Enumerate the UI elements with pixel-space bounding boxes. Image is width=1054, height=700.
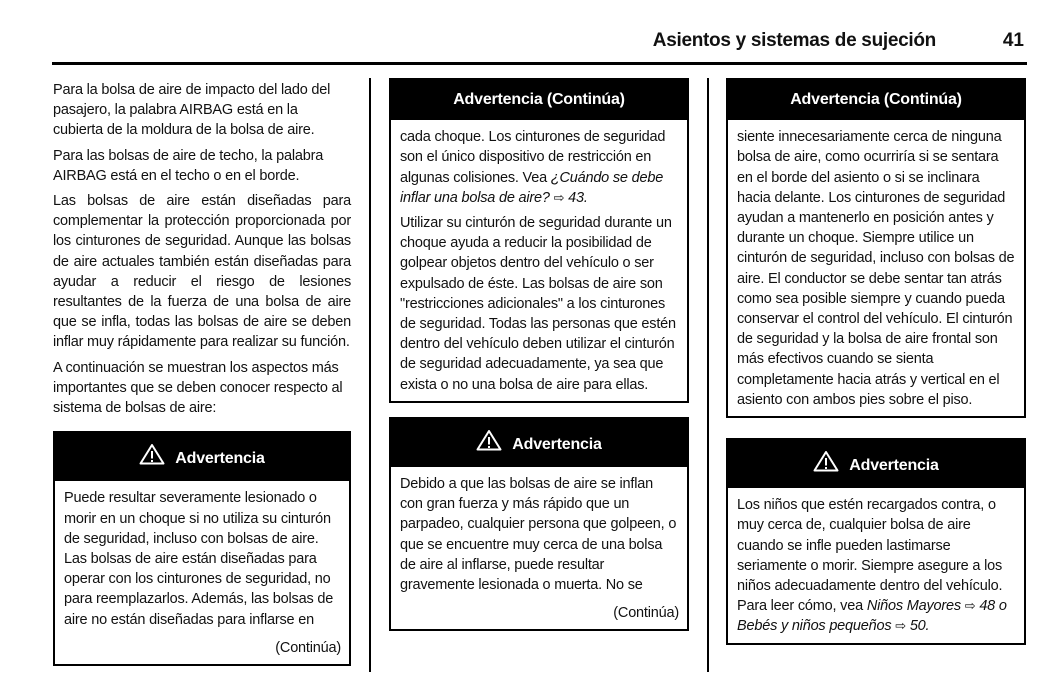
warning-continued-header: Advertencia (Continúa) xyxy=(728,80,1024,120)
continued-label: (Continúa) xyxy=(613,605,679,622)
continued-label: (Continúa) xyxy=(275,639,341,656)
page-reference-arrow-icon: ⇨ xyxy=(553,189,565,205)
warning-continued-body xyxy=(728,120,1024,416)
warning-text: Debido a que las bolsas de aire se inflan con gran fuerza y más rápido que un parpadeo, cualquier persona que golpeen, o que se encuentre muy cerca de una bolsa de aire al inflarse, puede resultar gravemente lesionada o muerta. No se xyxy=(400,476,677,594)
header-divider xyxy=(52,62,1027,65)
cross-reference-connector: o xyxy=(998,598,1007,615)
warning-text: Los niños que estén recargados contra, o muy cerca de, cualquier bolsa de aire cuando se infle pueden lastimarse seriamente o morir. Siempre asegure a los niños adecuadamente dentro del vehículo. Para leer cómo, vea Niños Mayores ⇨ 48 o Bebés y niños pequeños ⇨ 50. xyxy=(737,497,1007,635)
paragraph: Para la bolsa de aire de impacto del lado del pasajero, la palabra AIRBAG está en la cubierta de la moldura de la bolsa de aire. xyxy=(53,82,331,139)
warning-header xyxy=(391,419,687,467)
column-divider-1 xyxy=(369,78,371,672)
warning-continued-box xyxy=(389,78,689,403)
column-divider-2 xyxy=(707,78,709,672)
paragraph: Las bolsas de aire están diseñadas para complementar la protección proporcionada por los cinturones de seguridad. Aunque las bolsas de aire actuales también están diseñadas para ayudar a reducir el riesgo de lesiones resultantes de la fuerza de una bolsa de aire que se infla, todas las bolsas de aire se deben inflar muy rápidamente para realizar su función. xyxy=(53,193,351,351)
warning-continued-body xyxy=(391,120,687,401)
warning-continued-header: Advertencia (Continúa) xyxy=(391,80,687,120)
warning-body xyxy=(391,467,687,629)
cross-reference-page: 50 xyxy=(909,618,926,635)
warning-continued-box xyxy=(726,78,1026,418)
warning-box xyxy=(53,431,351,666)
warning-title: Advertencia xyxy=(512,435,602,453)
paragraph: Para las bolsas de aire de techo, la palabra AIRBAG está en el techo o en el borde. xyxy=(53,147,324,184)
warning-text: cada choque. Los cinturones de seguridad son el único dispositivo de restricción en algunas colisiones. Vea ¿Cuándo se debe inflar una bolsa de aire? ⇨ 43. xyxy=(400,129,666,206)
cross-reference-title: ¿Cuándo se debe inflar una bolsa de aire? xyxy=(400,169,664,206)
cross-reference-page: 43 xyxy=(568,189,584,206)
warning-box xyxy=(389,417,689,632)
warning-box xyxy=(726,438,1026,645)
warning-triangle-icon xyxy=(139,443,165,471)
cross-reference-title: Bebés y niños pequeños xyxy=(737,618,892,635)
warning-header xyxy=(728,440,1024,488)
column-1 xyxy=(53,80,351,666)
warning-header xyxy=(55,433,349,481)
warning-triangle-icon xyxy=(813,450,839,478)
warning-text: Utilizar su cinturón de seguridad durante un choque ayuda a reducir la posibilidad de golpear objetos dentro del vehículo o ser expulsado de éste. Las bolsas de aire son "restricciones adicionales" a los cinturones de seguridad. Todas las personas que estén dentro del vehículo deben utilizar el cinturón de seguridad adecuadamente, ya sea que exista o no una bolsa de aire para ellas. xyxy=(400,215,676,393)
column-3 xyxy=(726,78,1026,645)
warning-triangle-icon xyxy=(476,429,502,457)
cross-reference-title: Niños Mayores xyxy=(866,598,961,615)
warning-title: Advertencia xyxy=(849,457,939,475)
page-reference-arrow-icon: ⇨ xyxy=(895,618,906,634)
running-header-title: Asientos y sistemas de sujeción xyxy=(652,30,936,51)
column-2 xyxy=(389,78,689,631)
warning-title: Advertencia xyxy=(175,450,265,468)
warning-text: siente innecesariamente cerca de ninguna bolsa de aire, como ocurriría si se sentara en el borde del asiento o si se inclinara hacia delante. Los cinturones de seguridad ayudan a mantenerlo en posición antes y durante un choque. Siempre utilice un cinturón de seguridad, incluso con bolsas de aire. El conductor se debe sentar tan atrás como sea posible siempre y cuando pueda conservar el control del vehículo. El cinturón de seguridad y la bolsa de aire frontal son más efectivos cuando se sienta completamente hacia atrás y vertical en el asiento con ambos pies sobre el piso. xyxy=(737,129,1015,408)
page-reference-arrow-icon: ⇨ xyxy=(964,598,976,614)
page-number: 41 xyxy=(1002,30,1024,51)
cross-reference-page: 48 xyxy=(979,598,996,615)
paragraph: A continuación se muestran los aspectos más importantes que se deben conocer respecto al sistema de bolsas de aire: xyxy=(53,359,343,417)
warning-body xyxy=(728,488,1024,642)
warning-text: Puede resultar severamente lesionado o morir en un choque si no utiliza su cinturón de seguridad, incluso con bolsas de aire. Las bolsas de aire están diseñadas para operar con los cinturones de seguridad, no para reemplazarlos. Además, las bolsas de aire no están diseñadas para inflarse en xyxy=(64,490,334,628)
warning-body xyxy=(55,481,349,664)
